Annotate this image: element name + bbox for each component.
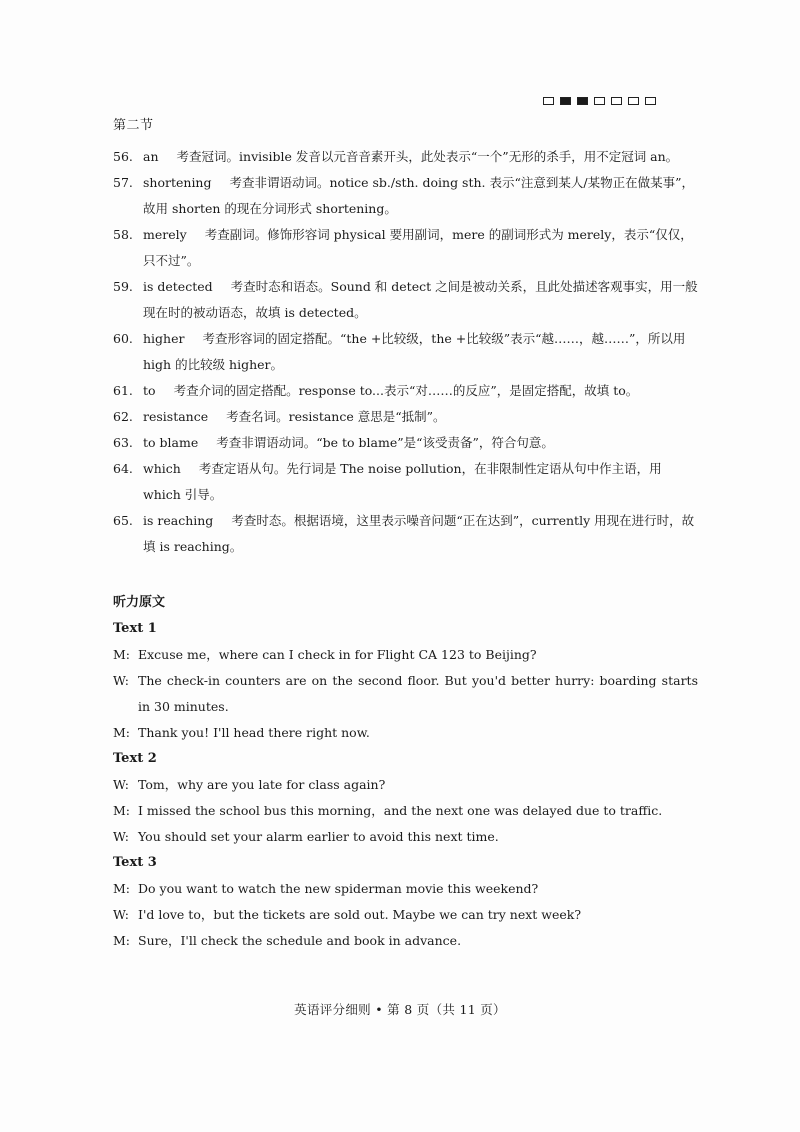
item-explanation: 考查介词的固定搭配。response to...表示“对……的反应”，是固定搭配，故填 to。 xyxy=(173,383,639,398)
dialog-line xyxy=(113,902,698,928)
utterance: Tom，why are you late for class again? xyxy=(138,777,386,792)
item-answer: to blame xyxy=(143,435,199,450)
item-explanation: 考查定语从句。先行词是 The noise pollution，在非限制性定语从句中作主语，用 which 引导。 xyxy=(143,461,662,502)
dialog-line xyxy=(113,824,698,850)
speaker: M: xyxy=(113,803,131,818)
answer-item xyxy=(113,144,698,170)
page-marker-5 xyxy=(611,97,622,105)
dialog-line xyxy=(113,928,698,954)
answer-item xyxy=(113,404,698,430)
utterance: I'd love to，but the tickets are sold out. Maybe we can try next week? xyxy=(138,907,582,922)
item-explanation: 考查名词。resistance 意思是“抵制”。 xyxy=(226,409,446,424)
item-answer: merely xyxy=(143,227,187,242)
item-answer: which xyxy=(143,461,181,476)
item-explanation: 考查非谓语动词。notice sb./sth. doing sth. 表示“注意到某人/某物正在做某事”，故用 shorten 的现在分词形式 shortening。 xyxy=(143,175,694,216)
speaker: M: xyxy=(113,647,131,662)
item-body xyxy=(143,383,638,398)
utterance: I missed the school bus this morning，and the next one was delayed due to traffic. xyxy=(138,803,663,818)
spacer xyxy=(113,560,698,586)
utterance: Sure，I'll check the schedule and book in advance. xyxy=(138,933,462,948)
answer-item xyxy=(113,274,698,326)
item-answer: is detected xyxy=(143,279,213,294)
item-explanation: 考查形容词的固定搭配。“the +比较级，the +比较级”表示“越……，越……”，所以用 high 的比较级 higher。 xyxy=(143,331,686,372)
speaker: W: xyxy=(113,673,129,688)
page-content xyxy=(113,116,698,954)
speaker: W: xyxy=(113,829,129,844)
item-number: 60. xyxy=(113,331,133,346)
page-marker-2 xyxy=(560,97,571,105)
item-explanation: 考查时态。根据语境，这里表示噪音问题“正在达到”，currently 用现在进行时，故填 is reaching。 xyxy=(143,513,695,554)
item-body xyxy=(143,175,694,216)
item-answer: shortening xyxy=(143,175,212,190)
item-explanation: 考查时态和语态。Sound 和 detect 之间是被动关系，且此处描述客观事实，用一般现在时的被动语态，故填 is detected。 xyxy=(143,279,698,320)
item-number: 65. xyxy=(113,513,133,528)
item-answer: an xyxy=(143,149,159,164)
item-number: 56. xyxy=(113,149,133,164)
utterance: Thank you! I'll head there right now. xyxy=(138,725,370,740)
item-number: 61. xyxy=(113,383,133,398)
speaker: W: xyxy=(113,907,129,922)
item-body xyxy=(143,331,685,372)
answer-item xyxy=(113,378,698,404)
item-explanation: 考查冠词。invisible 发音以元音音素开头，此处表示“一个”无形的杀手，用不定冠词 an。 xyxy=(176,149,679,164)
item-body xyxy=(143,149,678,164)
answer-item xyxy=(113,222,698,274)
item-explanation: 考查副词。修饰形容词 physical 要用副词，mere 的副词形式为 merely，表示“仅仅，只不过”。 xyxy=(143,227,693,268)
dialog-line xyxy=(113,642,698,668)
page-marker-1 xyxy=(543,97,554,105)
item-explanation: 考查非谓语动词。“be to blame”是“该受责备”，符合句意。 xyxy=(216,435,554,450)
item-body xyxy=(143,409,446,424)
speaker: M: xyxy=(113,881,131,896)
page-marker-3 xyxy=(577,97,588,105)
item-body xyxy=(143,227,693,268)
utterance: You should set your alarm earlier to avoid this next time. xyxy=(138,829,499,844)
item-answer: to xyxy=(143,383,156,398)
item-number: 64. xyxy=(113,461,133,476)
item-number: 57. xyxy=(113,175,133,190)
answer-item xyxy=(113,430,698,456)
item-answer: higher xyxy=(143,331,185,346)
item-body xyxy=(143,279,698,320)
answer-item xyxy=(113,326,698,378)
speaker: M: xyxy=(113,933,131,948)
item-number: 62. xyxy=(113,409,133,424)
speaker: M: xyxy=(113,725,131,740)
utterance: Excuse me，where can I check in for Flight CA 123 to Beijing? xyxy=(138,647,537,662)
item-answer: resistance xyxy=(143,409,209,424)
item-body xyxy=(143,513,694,554)
answer-item xyxy=(113,456,698,508)
item-number: 59. xyxy=(113,279,133,294)
page-marker-6 xyxy=(628,97,639,105)
item-body xyxy=(143,461,662,502)
dialog-line xyxy=(113,720,698,746)
answer-item xyxy=(113,170,698,222)
item-body xyxy=(143,435,554,450)
page-position-markers xyxy=(543,97,656,105)
dialog-line xyxy=(113,798,698,824)
item-answer: is reaching xyxy=(143,513,214,528)
item-number: 63. xyxy=(113,435,133,450)
utterance: The check-in counters are on the second floor. But you'd better hurry: boarding starts in 30 minutes. xyxy=(138,673,698,714)
utterance: Do you want to watch the new spiderman movie this weekend? xyxy=(138,881,539,896)
page-marker-7 xyxy=(645,97,656,105)
item-number: 58. xyxy=(113,227,133,242)
dialog-line xyxy=(113,772,698,798)
listening-heading: 听力原文 xyxy=(113,595,166,610)
text-label: Text 1 xyxy=(113,621,157,636)
text-label: Text 2 xyxy=(113,751,157,766)
dialog-line xyxy=(113,668,698,720)
speaker: W: xyxy=(113,777,129,792)
page-footer: 英语评分细则 • 第 8 页（共 11 页） xyxy=(294,1002,506,1017)
dialog-line xyxy=(113,876,698,902)
answer-item xyxy=(113,508,698,560)
page-marker-4 xyxy=(594,97,605,105)
text-label: Text 3 xyxy=(113,855,157,870)
section-title: 第二节 xyxy=(113,118,154,133)
